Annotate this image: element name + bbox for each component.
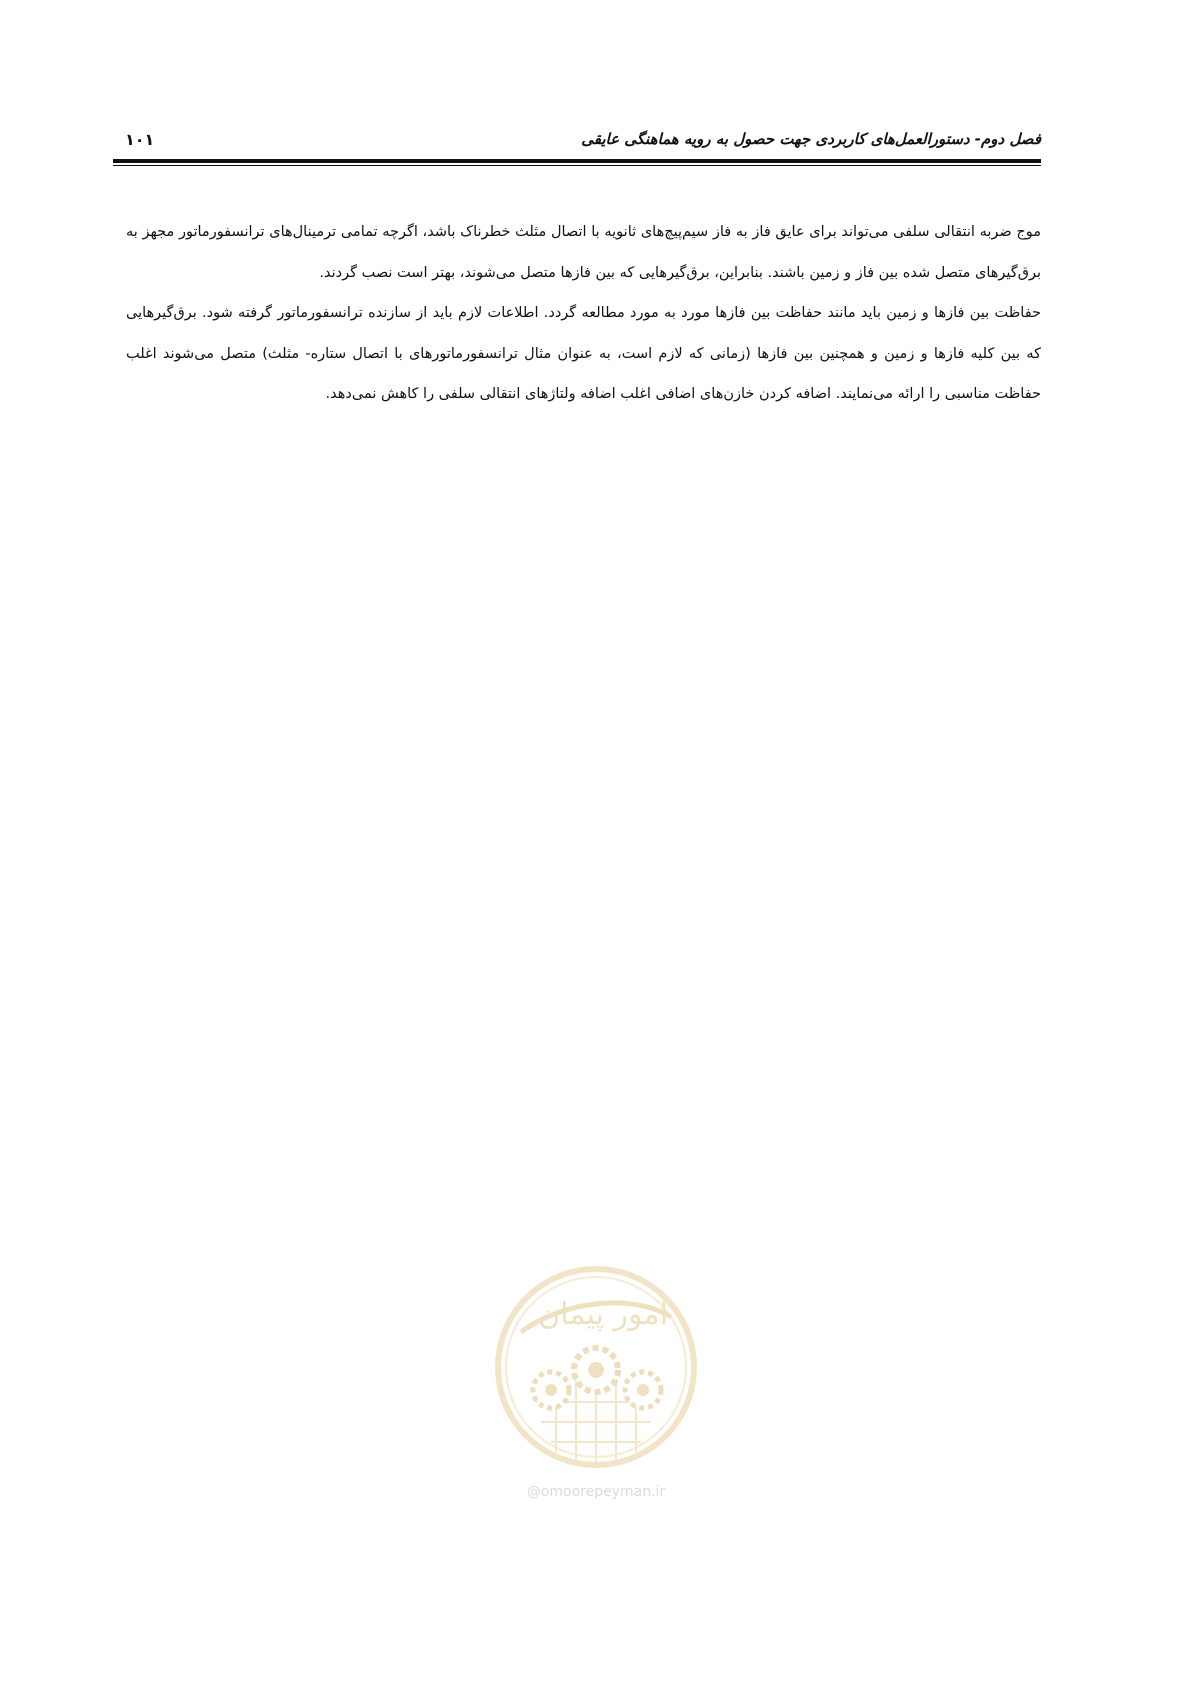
header-rule-thin <box>113 165 1041 166</box>
watermark-url: @omoorepeyman.ir <box>526 1484 666 1500</box>
paragraph-1: موج ضربه انتقالی سلفی می‌تواند برای عایق فاز به فاز سیم‌پیچ‌های ثانویه با اتصال مثلث خطرناک باشد، اگرچه تمامی ترمینال‌های ترانسفورماتور مجهز به برق‌گیرهای متصل شده بین فاز و زمین باشند. بنابراین، برق‌گیرهایی که بین فازها متصل می‌شوند، بهتر است نصب گردند. <box>126 224 1041 281</box>
body-text <box>126 212 1041 415</box>
page-header <box>113 128 1041 158</box>
watermark-logo-text: امور پیمان <box>538 1297 668 1332</box>
header-rule-thick <box>113 159 1041 163</box>
watermark <box>491 1262 701 1512</box>
watermark-logo-icon <box>491 1262 701 1477</box>
page-number: ۱۰۱ <box>125 130 155 149</box>
chapter-title: فصل دوم- دستورالعمل‌های کاربردی جهت حصول به رویه هماهنگی عایقی <box>581 130 1041 148</box>
paragraph-2: حفاظت بین فازها و زمین باید مانند حفاظت بین فازها مورد به مورد مطالعه گردد. اطلاعات لازم باید از سازنده ترانسفورماتور گرفته شود. برق‌گیرهایی که بین کلیه فازها و زمین و همچنین بین فازها (زمانی که لازم است، به عنوان مثال ترانسفورماتورهای با اتصال ستاره- مثلث) متصل می‌شوند اغلب حفاظت مناسبی را ارائه می‌نمایند. اضافه کردن خازن‌های اضافی اغلب اضافه ولتاژهای انتقالی سلفی را کاهش نمی‌دهد. <box>126 305 1041 402</box>
